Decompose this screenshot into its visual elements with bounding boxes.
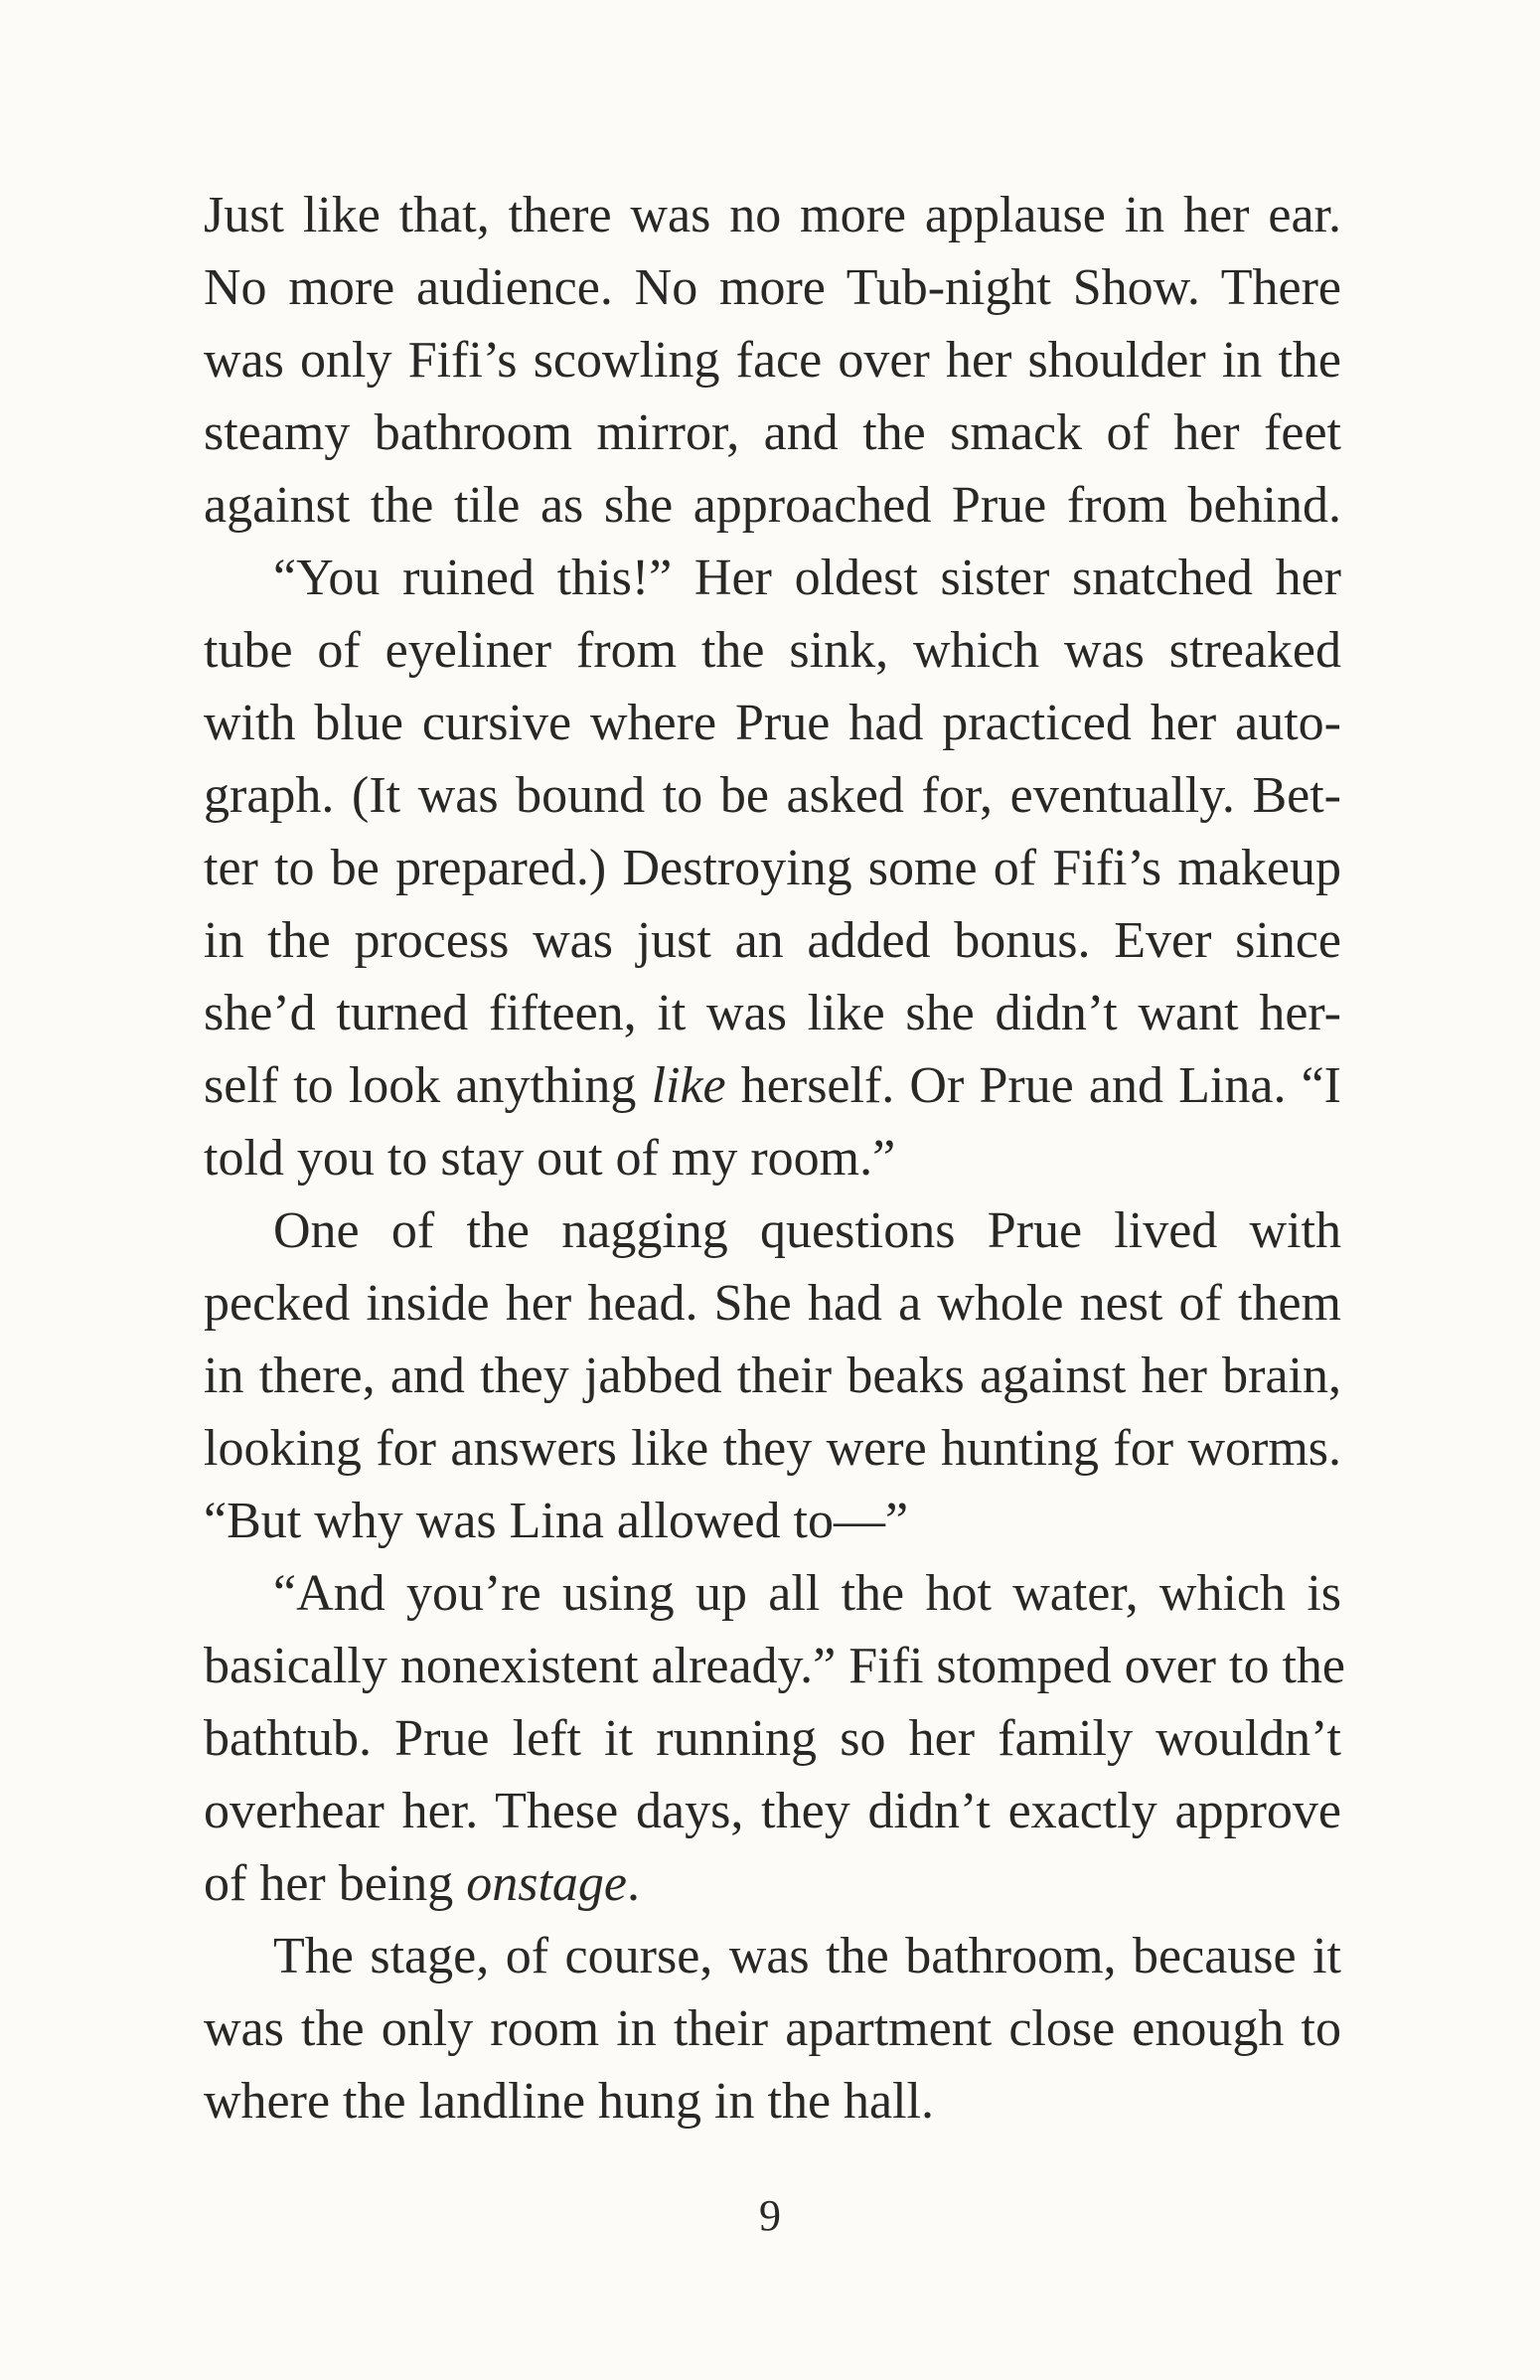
italic-word: like [651, 1057, 726, 1114]
text-line: Just like that, there was no more applause in her ear. [204, 187, 1341, 243]
text-line: graph. (It was bound to be asked for, eventually. Bet- [204, 767, 1341, 824]
text-line: ter to be prepared.) Destroying some of Fifi’s makeup [204, 840, 1341, 896]
text-line: One of the nagging questions Prue lived with [273, 1202, 1341, 1259]
text-run: self to look anything [204, 1057, 652, 1114]
text-line: overhear her. These days, they didn’t exactly approve [204, 1783, 1341, 1839]
page-number: 9 [759, 2191, 781, 2240]
paragraph-5 [204, 1920, 1341, 2138]
paragraph-3 [204, 1194, 1341, 1557]
text-line: basically nonexistent already.” Fifi stomped over to the [204, 1638, 1345, 1694]
text-line: bathtub. Prue left it running so her family wouldn’t [204, 1710, 1341, 1767]
text-line: tube of eyeliner from the sink, which was streaked [204, 622, 1341, 679]
text-line [204, 1049, 1341, 1122]
text-run: . [627, 1855, 641, 1912]
paragraph-2 [204, 542, 1341, 1194]
text-line: against the tile as she approached Prue from behind. [204, 477, 1341, 534]
text-line: was only Fifi’s scowling face over her shoulder in the [204, 332, 1341, 389]
paragraph-1 [204, 179, 1341, 542]
text-line: “And you’re using up all the hot water, which is [273, 1565, 1341, 1622]
text-run: of her being [204, 1855, 467, 1912]
text-line [204, 1847, 1341, 1920]
text-line: looking for answers like they were hunting for worms. [204, 1420, 1341, 1477]
text-line: was the only room in their apartment close enough to [204, 2000, 1341, 2057]
italic-word: onstage [466, 1855, 628, 1912]
text-line: pecked inside her head. She had a whole nest of them [204, 1275, 1341, 1332]
paragraph-4 [204, 1557, 1345, 1920]
text-line: “But why was Lina allowed to—” [204, 1493, 909, 1549]
text-line: told you to stay out of my room.” [204, 1130, 896, 1187]
text-line: where the landline hung in the hall. [204, 2073, 935, 2130]
text-line: in the process was just an added bonus. Ever since [204, 912, 1341, 969]
text-line: “You ruined this!” Her oldest sister snatched her [273, 550, 1341, 606]
text-line: in there, and they jabbed their beaks against her brain, [204, 1348, 1341, 1404]
text-line: steamy bathroom mirror, and the smack of her feet [204, 404, 1341, 461]
text-line: The stage, of course, was the bathroom, because it [273, 1928, 1341, 1984]
text-line: with blue cursive where Prue had practiced her auto- [204, 695, 1341, 751]
text-run: herself. Or Prue and Lina. “I [725, 1057, 1341, 1114]
text-line: No more audience. No more Tub-night Show. There [204, 259, 1341, 316]
body-text [204, 179, 1345, 2138]
text-line: she’d turned fifteen, it was like she didn’t want her- [204, 985, 1341, 1041]
